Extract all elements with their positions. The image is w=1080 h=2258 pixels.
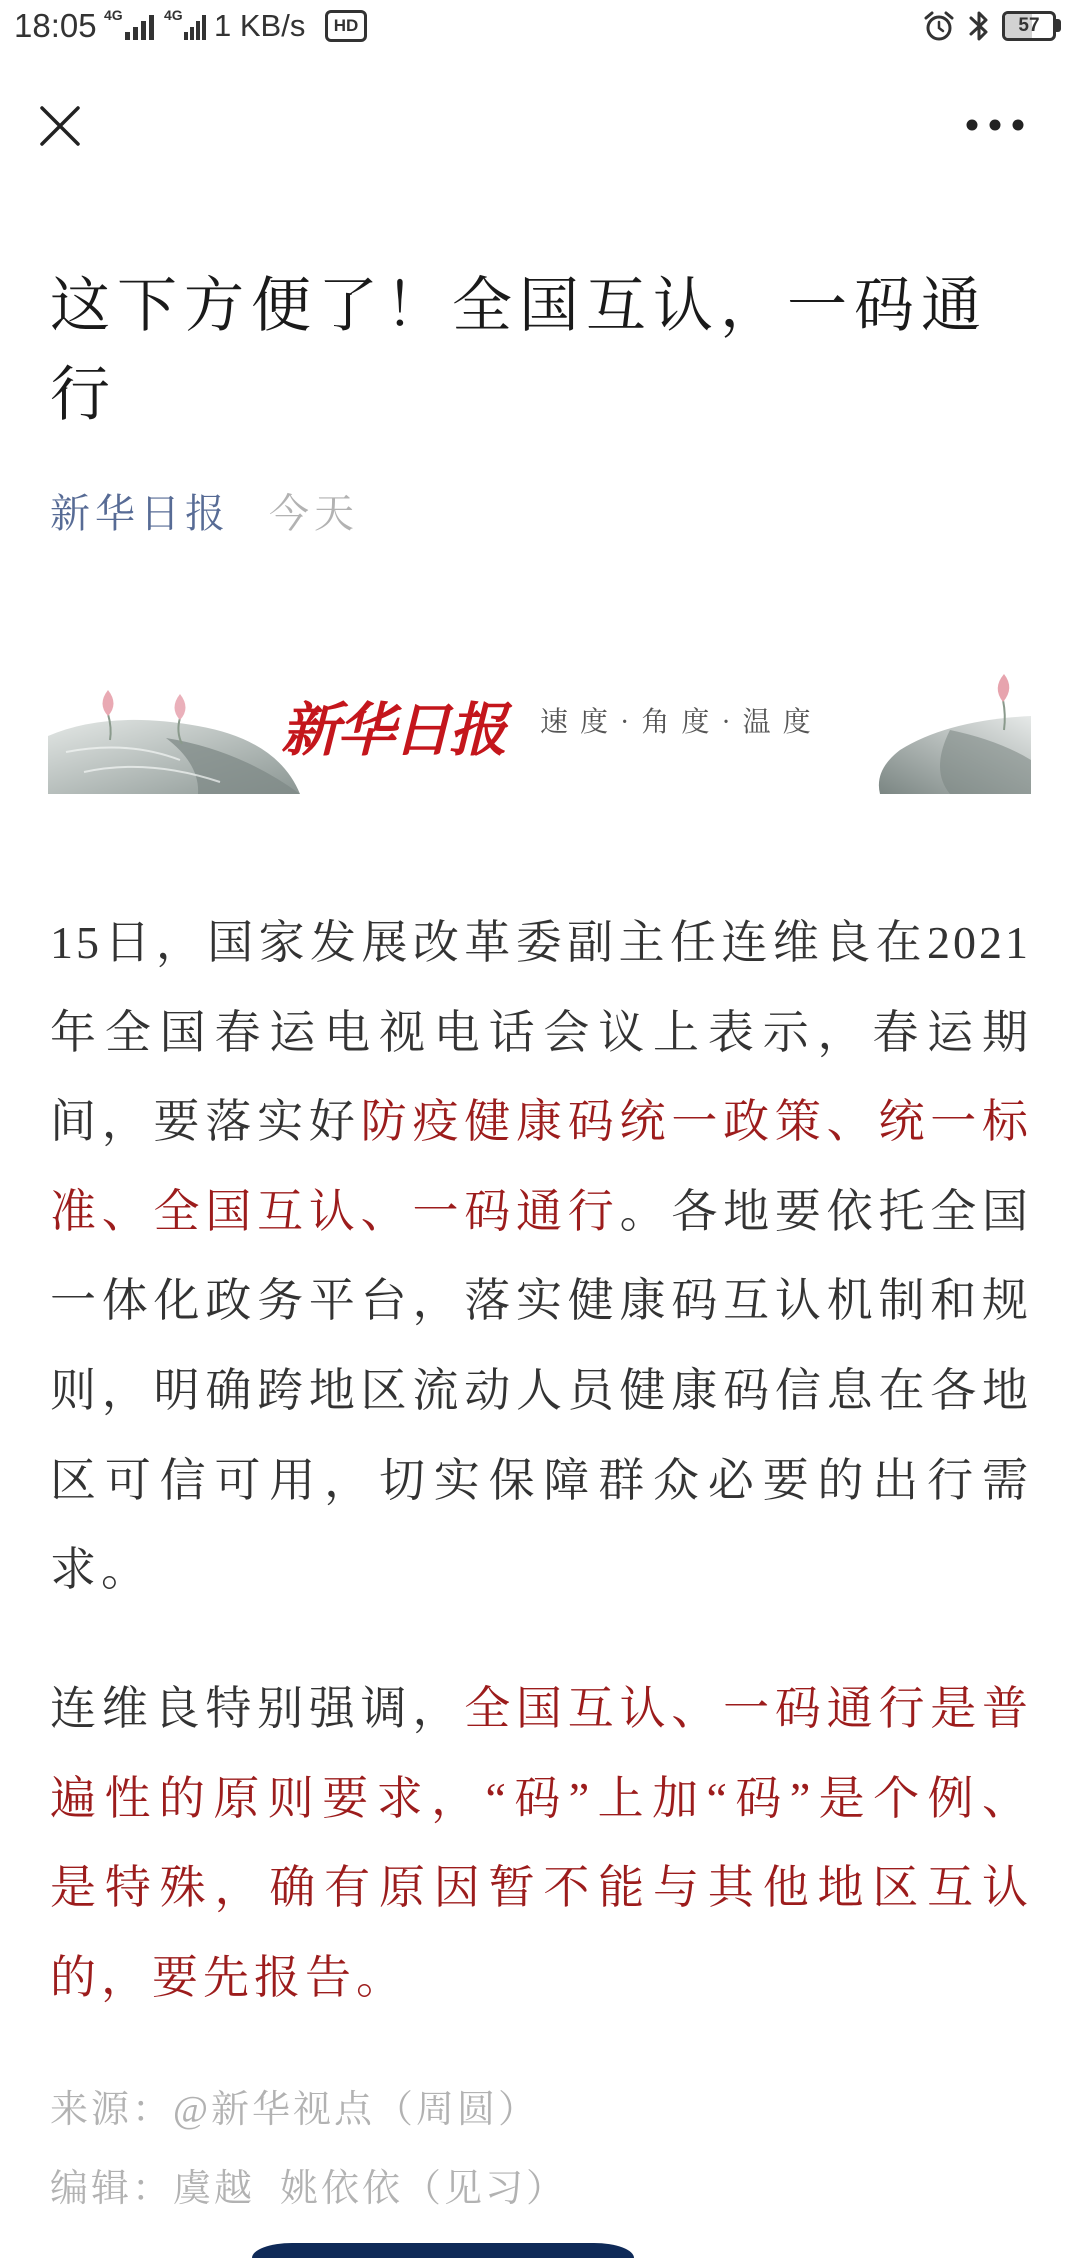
paragraph-line xyxy=(50,1754,1031,1844)
network-speed: 1 KB/s xyxy=(214,8,306,43)
article-title: 这下方便了！全国互认，一码通行 xyxy=(50,273,988,428)
body-text: 。各地要依托全国 xyxy=(619,1185,1031,1237)
paragraph-line xyxy=(50,1933,1031,2023)
highlighted-text: 准、全国互认、一码通行 xyxy=(50,1185,620,1237)
close-icon xyxy=(42,108,78,144)
body-text: 间，要落实好 xyxy=(50,1096,361,1148)
article-meta xyxy=(50,486,1031,542)
paragraph-line xyxy=(50,988,1031,1078)
signal-icon xyxy=(183,14,209,40)
highlighted-text: 是特殊，确有原因暂不能与其他地区互认 xyxy=(50,1862,1031,1914)
highlighted-text: 遍性的原则要求，“码”上加“码”是个例、 xyxy=(50,1772,1031,1824)
more-button[interactable] xyxy=(962,118,1028,132)
body-text: 年全国春运电视电话会议上表示，春运期 xyxy=(50,1006,1031,1058)
source-credit: 来源：@新华视点（周圆） xyxy=(50,2089,539,2131)
paragraph-line xyxy=(50,1525,1031,1615)
highlighted-text: 防疫健康码统一政策、统一标 xyxy=(360,1096,1031,1148)
status-bar xyxy=(0,0,1080,58)
network-type-label: 4G xyxy=(104,7,123,23)
paragraph-line xyxy=(50,1436,1031,1526)
close-button[interactable] xyxy=(38,104,82,148)
body-text: 则，明确跨地区流动人员健康码信息在各地 xyxy=(50,1364,1031,1416)
article-credits xyxy=(50,2071,1031,2229)
paragraph-line xyxy=(50,1256,1031,1346)
paragraph xyxy=(50,1664,1031,2022)
banner-slogan: 速度·角度·温度 xyxy=(540,707,823,738)
header-banner-image xyxy=(48,670,1031,794)
publish-date: 今天 xyxy=(269,491,359,536)
body-text: 一体化政务平台，落实健康码互认机制和规 xyxy=(50,1275,1031,1327)
body-text: 区可信可用，切实保障群众必要的出行需 xyxy=(50,1454,1031,1506)
signal-icon xyxy=(124,14,158,40)
bottom-image-partial xyxy=(252,2243,634,2258)
newspaper-logo: 新华日报 xyxy=(281,698,506,763)
body-text: 求。 xyxy=(50,1544,152,1596)
battery-nub xyxy=(1056,19,1061,32)
more-icon xyxy=(967,120,1024,131)
paragraph-line xyxy=(50,1843,1031,1933)
paragraph-line xyxy=(50,1077,1031,1167)
highlighted-text: 全国互认、一码通行是普 xyxy=(464,1683,1031,1734)
paragraph xyxy=(50,898,1031,1615)
highlighted-text: 的，要先报告。 xyxy=(50,1951,407,2003)
editor-credit: 编辑：虞越 姚依依（见习） xyxy=(50,2168,568,2210)
battery-icon xyxy=(1002,11,1056,41)
paragraph-line xyxy=(50,1664,1031,1754)
network-type-label: 4G xyxy=(164,7,183,23)
status-time: 18:05 xyxy=(14,7,97,44)
hd-voice-badge: HD xyxy=(325,10,367,42)
paragraph-line xyxy=(50,898,1031,988)
battery-level-text: 57 xyxy=(1018,15,1040,36)
body-text: 连维良特别强调， xyxy=(50,1683,465,1734)
body-text: 15日，国家发展改革委副主任连维良在2021 xyxy=(50,917,1031,968)
paragraph-line xyxy=(50,1167,1031,1257)
alarm-icon xyxy=(922,9,956,43)
account-name-link[interactable]: 新华日报 xyxy=(50,491,230,536)
paragraph-line xyxy=(50,1346,1031,1436)
bluetooth-icon xyxy=(966,8,992,44)
